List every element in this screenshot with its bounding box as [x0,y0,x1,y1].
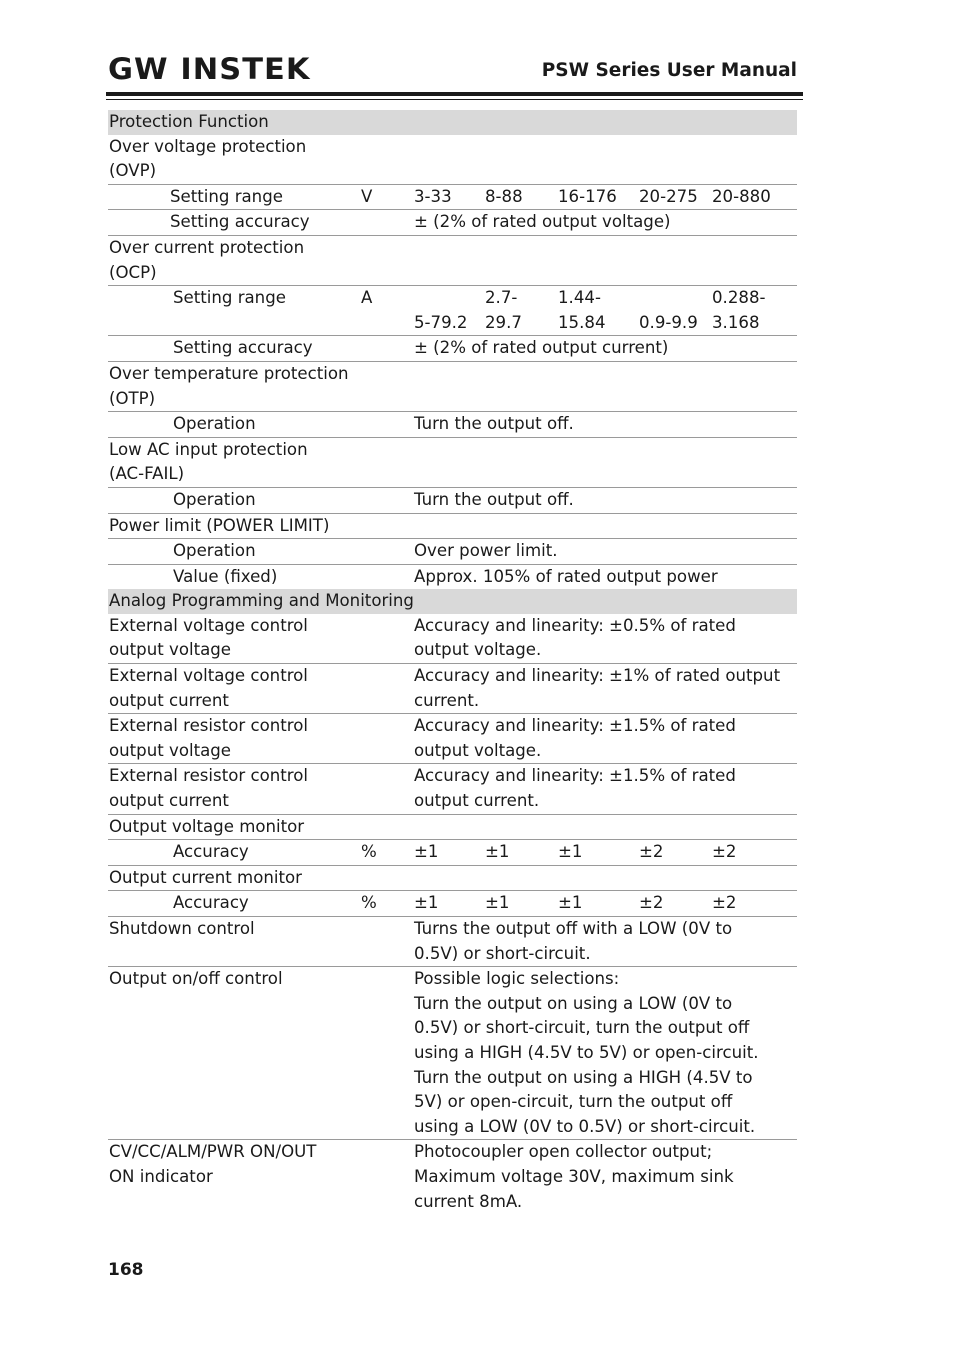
indicator-label: ON indicator [109,1166,213,1186]
analog-row-value: Accuracy and linearity: ±1.5% of rated [414,766,736,786]
ocp-setting-range-row [108,286,797,336]
acfail-operation-row [108,487,797,513]
power-limit-label-row [108,513,797,539]
analog-row-value: current. [414,690,480,710]
indicator-line: current 8mA. [414,1191,523,1211]
otp-label: Over temperature protection [109,363,349,383]
onoff-control-line: using a HIGH (4.5V to 5V) or open-circuit. [414,1042,759,1062]
analog-row-value: Accuracy and linearity: ±1% of rated output [414,666,781,686]
ocp-range-value-top: 1.44- [558,288,601,308]
ocp-range-label: Setting range [108,286,360,336]
acfail-label: Low AC input protection [109,439,308,459]
shutdown-control-label: Shutdown control [108,917,413,967]
ovp-range-value: 20-275 [638,184,711,210]
onoff-control-line: using a LOW (0V to 0.5V) or short-circuit. [414,1116,756,1136]
section-title: Analog Programming and Monitoring [108,589,797,614]
power-limit-label: Power limit (POWER LIMIT) [108,513,797,539]
analog-row-label: External resistor control [109,716,308,736]
ovp-range-value: 20-880 [711,184,797,210]
ovp-range-value: 3-33 [413,184,484,210]
section-protection-function [108,110,797,135]
ocp-range-value-bottom: 29.7 [485,312,522,332]
ocp-label: Over current protection [109,237,305,257]
acfail-operation-value: Turn the output off. [413,487,797,513]
ocp-range-value-bottom: 5-79.2 [414,312,468,332]
header-rule-thin [106,99,803,100]
voltage-monitor-value: ±2 [638,840,711,866]
ovp-accuracy-value: ± (2% of rated output voltage) [413,210,797,236]
header-rule-thick [106,92,803,96]
onoff-control-line: Turn the output on using a HIGH (4.5V to [414,1067,753,1087]
analog-row-label: External voltage control [109,615,308,635]
voltage-monitor-accuracy-label: Accuracy [108,840,360,866]
current-monitor-value: ±1 [557,891,638,917]
voltage-monitor-value: ±1 [484,840,557,866]
ocp-setting-accuracy-row [108,336,797,362]
ocp-range-value-top: 0.288- [712,288,766,308]
analog-row-label: output voltage [109,740,232,760]
power-limit-value-label: Value (fixed) [173,566,278,586]
analog-row-label: output current [109,690,229,710]
ocp-label-abbr: (OCP) [109,262,157,282]
analog-row-label: output current [109,791,229,811]
onoff-control-line: 0.5V) or short-circuit, turn the output off [414,1018,750,1038]
current-monitor-accuracy-label: Accuracy [108,891,360,917]
voltage-monitor-value: ±1 [557,840,638,866]
spec-table [108,110,797,1214]
indicator-line: Photocoupler open collector output; [414,1142,713,1162]
onoff-control-line: Possible logic selections: [414,969,620,989]
otp-operation-row [108,412,797,438]
analog-row-label: External voltage control [109,666,308,686]
acfail-operation-label: Operation [108,487,360,513]
onoff-control-label: Output on/off control [108,967,413,1140]
ocp-range-value-bottom: 0.9-9.9 [639,312,698,332]
analog-row [108,714,797,764]
onoff-control-line: Turn the output on using a LOW (0V to [414,993,733,1013]
page-number: 168 [108,1260,144,1280]
ovp-range-unit: V [360,184,413,210]
analog-row-value: output voltage. [414,640,542,660]
onoff-control-row [108,967,797,1140]
ocp-range-unit: A [360,286,413,336]
ocp-accuracy-label: Setting accuracy [108,336,360,362]
voltage-monitor-label-row [108,814,797,840]
section-title: Protection Function [108,110,797,135]
voltage-monitor-value: ±2 [711,840,797,866]
ovp-range-value: 8-88 [484,184,557,210]
ocp-accuracy-value: ± (2% of rated output current) [413,336,797,362]
power-limit-value-row [108,564,797,589]
ocp-range-value-bottom: 3.168 [712,312,760,332]
analog-row [108,614,797,664]
analog-row-label: output voltage [109,640,232,660]
power-limit-operation-row [108,539,797,565]
ovp-label-abbr: (OVP) [109,161,157,181]
current-monitor-label-row [108,865,797,891]
indicator-label: CV/CC/ALM/PWR ON/OUT [109,1142,317,1162]
ovp-range-value: 16-176 [557,184,638,210]
voltage-monitor-accuracy-row [108,840,797,866]
ovp-accuracy-label: Setting accuracy [108,210,360,236]
ocp-label-row [108,235,797,285]
otp-operation-label: Operation [108,412,360,438]
voltage-monitor-unit: % [360,840,413,866]
current-monitor-value: ±1 [413,891,484,917]
analog-row-value: Accuracy and linearity: ±1.5% of rated [414,716,736,736]
section-analog-programming [108,589,797,614]
ovp-label-row [108,135,797,185]
otp-operation-value: Turn the output off. [413,412,797,438]
ovp-setting-range-row [108,184,797,210]
ocp-range-value-top [639,286,711,311]
shutdown-control-row [108,917,797,967]
analog-row-label: External resistor control [109,766,308,786]
voltage-monitor-label: Output voltage monitor [108,814,797,840]
ocp-range-value-bottom: 15.84 [558,312,606,332]
voltage-monitor-value: ±1 [413,840,484,866]
current-monitor-value: ±1 [484,891,557,917]
analog-row-value: output voltage. [414,740,542,760]
acfail-label-abbr: (AC-FAIL) [109,464,185,484]
analog-row-value: Accuracy and linearity: ±0.5% of rated [414,615,736,635]
ovp-label: Over voltage protection [109,136,307,156]
shutdown-control-value: 0.5V) or short-circuit. [414,943,591,963]
analog-row-value: output current. [414,791,540,811]
power-limit-value-value: Approx. 105% of rated output power [414,566,718,586]
onoff-control-line: 5V) or open-circuit, turn the output off [414,1092,733,1112]
acfail-label-row [108,437,797,487]
otp-label-abbr: (OTP) [109,388,156,408]
current-monitor-value: ±2 [711,891,797,917]
ocp-range-value-top [414,286,484,311]
analog-row [108,664,797,714]
manual-title: PSW Series User Manual [541,60,797,81]
shutdown-control-value: Turns the output off with a LOW (0V to [414,919,733,938]
indicator-row [108,1140,797,1214]
ovp-setting-accuracy-row [108,210,797,236]
power-limit-operation-label: Operation [108,539,360,565]
ovp-range-label: Setting range [108,184,360,210]
otp-label-row [108,361,797,411]
current-monitor-label: Output current monitor [108,865,797,891]
indicator-line: Maximum voltage 30V, maximum sink [414,1166,734,1186]
ocp-range-value-top: 2.7- [485,288,518,308]
brand-logo: GW INSTEK [108,52,311,86]
current-monitor-value: ±2 [638,891,711,917]
current-monitor-unit: % [360,891,413,917]
analog-row [108,764,797,814]
current-monitor-accuracy-row [108,891,797,917]
power-limit-operation-value: Over power limit. [413,539,797,565]
